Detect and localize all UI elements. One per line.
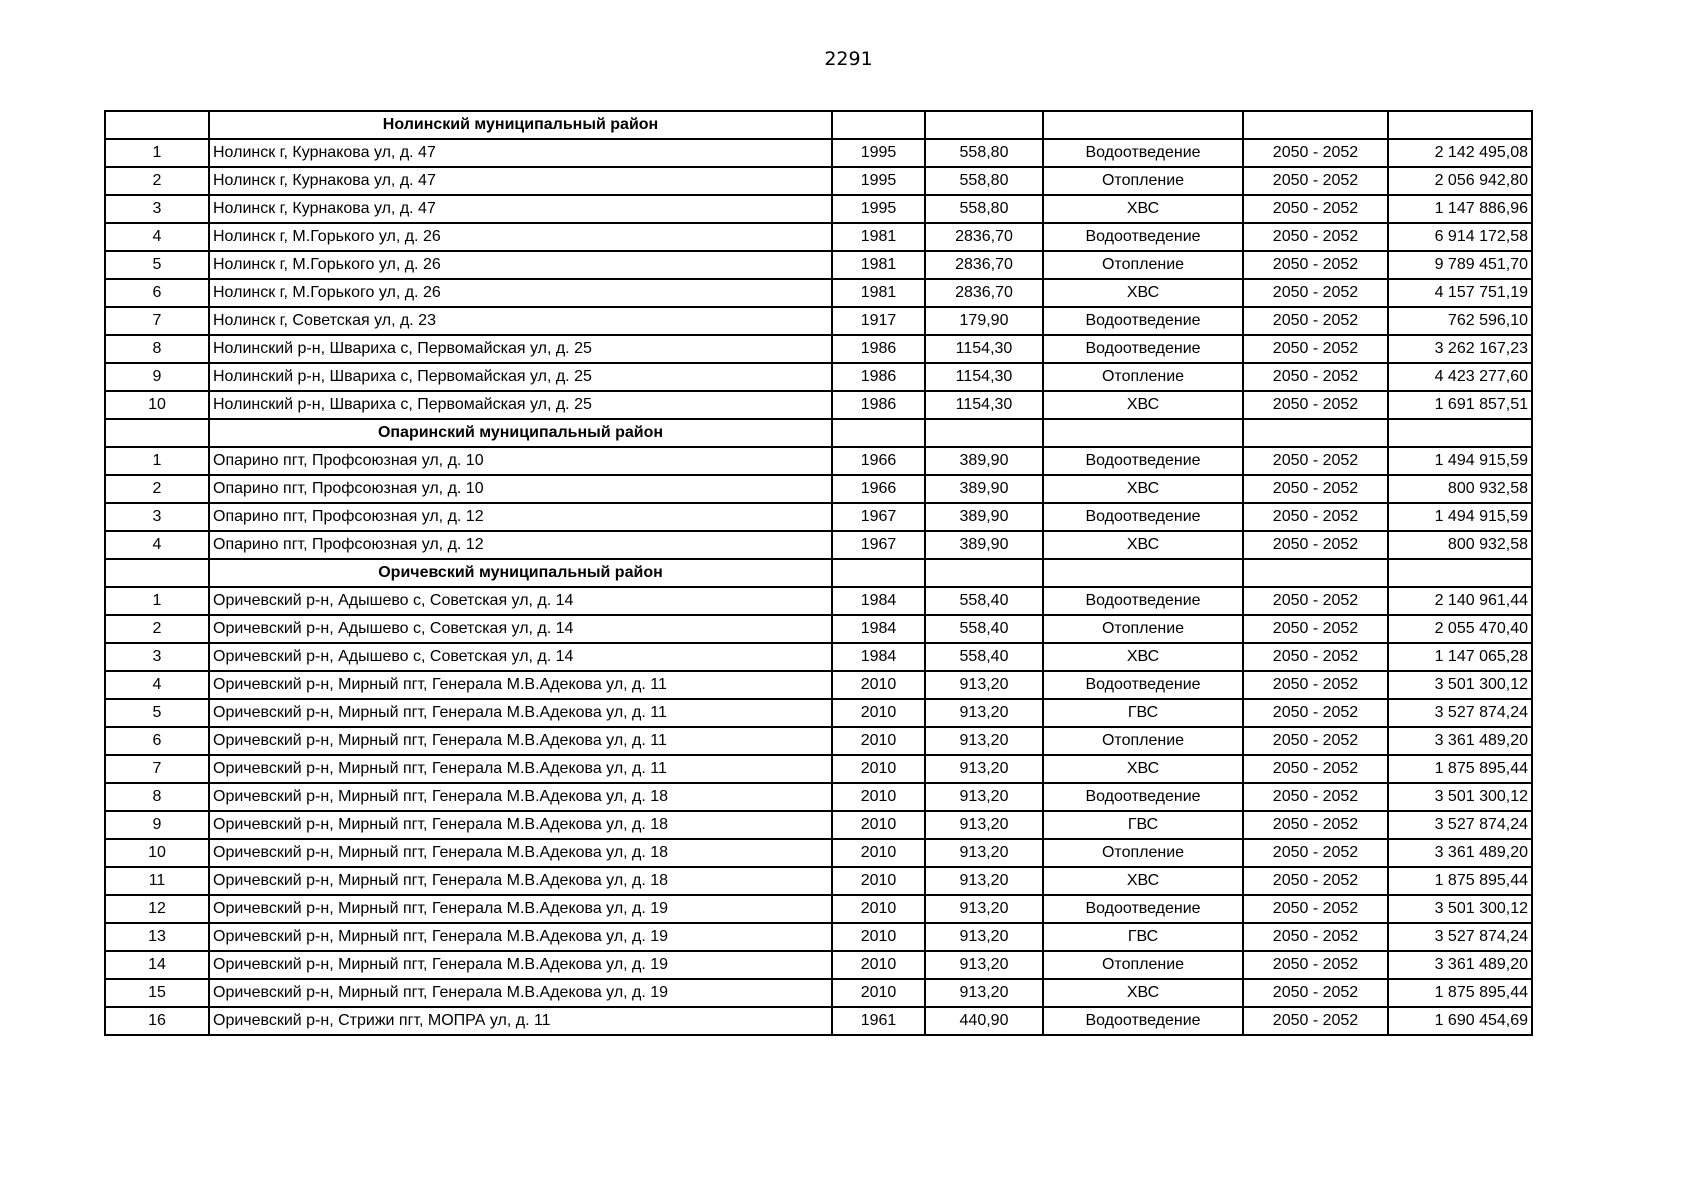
row-number: 15	[105, 979, 209, 1007]
period-cell: 2050 - 2052	[1243, 587, 1388, 615]
address-cell: Оричевский р-н, Мирный пгт, Генерала М.В.Адекова ул, д. 19	[209, 895, 832, 923]
period-cell: 2050 - 2052	[1243, 391, 1388, 419]
service-cell: Отопление	[1043, 167, 1243, 195]
cost-cell: 1 875 895,44	[1388, 755, 1532, 783]
row-number: 5	[105, 251, 209, 279]
page-number: 2291	[824, 48, 873, 70]
year-cell: 1984	[832, 643, 925, 671]
service-cell: Отопление	[1043, 951, 1243, 979]
area-cell: 913,20	[925, 923, 1043, 951]
row-number: 5	[105, 699, 209, 727]
table-row	[105, 223, 1532, 251]
year-cell: 1984	[832, 587, 925, 615]
cost-cell: 3 501 300,12	[1388, 895, 1532, 923]
empty-cell	[832, 111, 925, 139]
period-cell: 2050 - 2052	[1243, 755, 1388, 783]
address-cell: Оричевский р-н, Мирный пгт, Генерала М.В.Адекова ул, д. 19	[209, 923, 832, 951]
area-cell: 1154,30	[925, 363, 1043, 391]
empty-cell	[925, 419, 1043, 447]
cost-cell: 3 361 489,20	[1388, 727, 1532, 755]
cost-cell: 800 932,58	[1388, 475, 1532, 503]
area-cell: 1154,30	[925, 391, 1043, 419]
cost-cell: 762 596,10	[1388, 307, 1532, 335]
address-cell: Нолинск г, Курнакова ул, д. 47	[209, 167, 832, 195]
area-cell: 389,90	[925, 531, 1043, 559]
table-row	[105, 923, 1532, 951]
row-number: 11	[105, 867, 209, 895]
row-number: 8	[105, 783, 209, 811]
year-cell: 1986	[832, 335, 925, 363]
section-header-row	[105, 559, 1532, 587]
empty-cell	[1388, 559, 1532, 587]
cost-cell: 2 056 942,80	[1388, 167, 1532, 195]
year-cell: 2010	[832, 867, 925, 895]
year-cell: 1966	[832, 475, 925, 503]
table-row	[105, 167, 1532, 195]
address-cell: Нолинск г, М.Горького ул, д. 26	[209, 251, 832, 279]
empty-cell	[105, 419, 209, 447]
service-cell: ХВС	[1043, 643, 1243, 671]
area-cell: 558,80	[925, 139, 1043, 167]
period-cell: 2050 - 2052	[1243, 867, 1388, 895]
cost-cell: 1 494 915,59	[1388, 503, 1532, 531]
year-cell: 1961	[832, 1007, 925, 1035]
service-cell: Водоотведение	[1043, 587, 1243, 615]
area-cell: 913,20	[925, 699, 1043, 727]
row-number: 1	[105, 447, 209, 475]
table-row	[105, 531, 1532, 559]
empty-cell	[1043, 111, 1243, 139]
address-cell: Оричевский р-н, Стрижи пгт, МОПРА ул, д. 11	[209, 1007, 832, 1035]
empty-cell	[1043, 559, 1243, 587]
table-row	[105, 307, 1532, 335]
cost-cell: 3 501 300,12	[1388, 671, 1532, 699]
cost-cell: 1 691 857,51	[1388, 391, 1532, 419]
area-cell: 558,40	[925, 643, 1043, 671]
row-number: 10	[105, 839, 209, 867]
period-cell: 2050 - 2052	[1243, 615, 1388, 643]
cost-cell: 4 157 751,19	[1388, 279, 1532, 307]
empty-cell	[1388, 111, 1532, 139]
area-cell: 389,90	[925, 503, 1043, 531]
year-cell: 2010	[832, 811, 925, 839]
period-cell: 2050 - 2052	[1243, 811, 1388, 839]
service-cell: Водоотведение	[1043, 447, 1243, 475]
table-row	[105, 363, 1532, 391]
period-cell: 2050 - 2052	[1243, 1007, 1388, 1035]
period-cell: 2050 - 2052	[1243, 783, 1388, 811]
empty-cell	[925, 559, 1043, 587]
period-cell: 2050 - 2052	[1243, 643, 1388, 671]
period-cell: 2050 - 2052	[1243, 139, 1388, 167]
table-row	[105, 643, 1532, 671]
table-row	[105, 279, 1532, 307]
row-number: 7	[105, 755, 209, 783]
address-cell: Опарино пгт, Профсоюзная ул, д. 12	[209, 503, 832, 531]
service-cell: Водоотведение	[1043, 671, 1243, 699]
row-number: 3	[105, 643, 209, 671]
year-cell: 2010	[832, 951, 925, 979]
period-cell: 2050 - 2052	[1243, 447, 1388, 475]
table-row	[105, 895, 1532, 923]
year-cell: 1981	[832, 279, 925, 307]
row-number: 2	[105, 615, 209, 643]
register-body	[105, 111, 1532, 1035]
period-cell: 2050 - 2052	[1243, 979, 1388, 1007]
cost-cell: 3 527 874,24	[1388, 699, 1532, 727]
year-cell: 2010	[832, 755, 925, 783]
row-number: 6	[105, 727, 209, 755]
service-cell: ХВС	[1043, 279, 1243, 307]
period-cell: 2050 - 2052	[1243, 475, 1388, 503]
table-row	[105, 811, 1532, 839]
service-cell: ХВС	[1043, 475, 1243, 503]
area-cell: 440,90	[925, 1007, 1043, 1035]
period-cell: 2050 - 2052	[1243, 671, 1388, 699]
service-cell: Отопление	[1043, 727, 1243, 755]
section-title: Оричевский муниципальный район	[209, 559, 832, 587]
row-number: 2	[105, 475, 209, 503]
cost-cell: 2 055 470,40	[1388, 615, 1532, 643]
year-cell: 1986	[832, 391, 925, 419]
area-cell: 913,20	[925, 895, 1043, 923]
service-cell: ГВС	[1043, 923, 1243, 951]
area-cell: 389,90	[925, 475, 1043, 503]
row-number: 9	[105, 363, 209, 391]
period-cell: 2050 - 2052	[1243, 335, 1388, 363]
period-cell: 2050 - 2052	[1243, 503, 1388, 531]
row-number: 10	[105, 391, 209, 419]
table-row	[105, 391, 1532, 419]
period-cell: 2050 - 2052	[1243, 195, 1388, 223]
year-cell: 2010	[832, 699, 925, 727]
empty-cell	[925, 111, 1043, 139]
year-cell: 1995	[832, 195, 925, 223]
area-cell: 389,90	[925, 447, 1043, 475]
year-cell: 2010	[832, 727, 925, 755]
address-cell: Нолинск г, Курнакова ул, д. 47	[209, 139, 832, 167]
address-cell: Оричевский р-н, Мирный пгт, Генерала М.В.Адекова ул, д. 19	[209, 951, 832, 979]
year-cell: 1995	[832, 139, 925, 167]
address-cell: Нолинский р-н, Швариха с, Первомайская ул, д. 25	[209, 335, 832, 363]
area-cell: 1154,30	[925, 335, 1043, 363]
service-cell: Отопление	[1043, 615, 1243, 643]
cost-cell: 1 147 065,28	[1388, 643, 1532, 671]
area-cell: 913,20	[925, 979, 1043, 1007]
table-row	[105, 979, 1532, 1007]
table-row	[105, 475, 1532, 503]
service-cell: ХВС	[1043, 531, 1243, 559]
cost-cell: 1 875 895,44	[1388, 979, 1532, 1007]
cost-cell: 3 501 300,12	[1388, 783, 1532, 811]
repair-register-table	[104, 110, 1533, 1036]
year-cell: 1966	[832, 447, 925, 475]
year-cell: 2010	[832, 671, 925, 699]
year-cell: 1995	[832, 167, 925, 195]
cost-cell: 3 527 874,24	[1388, 811, 1532, 839]
table-row	[105, 867, 1532, 895]
address-cell: Оричевский р-н, Мирный пгт, Генерала М.В.Адекова ул, д. 11	[209, 727, 832, 755]
address-cell: Нолинск г, Советская ул, д. 23	[209, 307, 832, 335]
service-cell: ХВС	[1043, 979, 1243, 1007]
table-row	[105, 587, 1532, 615]
table-row	[105, 503, 1532, 531]
service-cell: Отопление	[1043, 363, 1243, 391]
service-cell: ХВС	[1043, 195, 1243, 223]
service-cell: Водоотведение	[1043, 223, 1243, 251]
row-number: 8	[105, 335, 209, 363]
table-row	[105, 251, 1532, 279]
table-row	[105, 727, 1532, 755]
table-row	[105, 783, 1532, 811]
row-number: 6	[105, 279, 209, 307]
section-header-row	[105, 419, 1532, 447]
table-row	[105, 335, 1532, 363]
area-cell: 913,20	[925, 839, 1043, 867]
service-cell: Водоотведение	[1043, 503, 1243, 531]
service-cell: Водоотведение	[1043, 895, 1243, 923]
address-cell: Нолинск г, Курнакова ул, д. 47	[209, 195, 832, 223]
cost-cell: 9 789 451,70	[1388, 251, 1532, 279]
address-cell: Опарино пгт, Профсоюзная ул, д. 10	[209, 475, 832, 503]
row-number: 3	[105, 195, 209, 223]
area-cell: 558,40	[925, 587, 1043, 615]
address-cell: Оричевский р-н, Мирный пгт, Генерала М.В.Адекова ул, д. 18	[209, 839, 832, 867]
area-cell: 2836,70	[925, 223, 1043, 251]
section-header-row	[105, 111, 1532, 139]
period-cell: 2050 - 2052	[1243, 727, 1388, 755]
address-cell: Оричевский р-н, Мирный пгт, Генерала М.В.Адекова ул, д. 11	[209, 671, 832, 699]
empty-cell	[1243, 419, 1388, 447]
period-cell: 2050 - 2052	[1243, 699, 1388, 727]
address-cell: Оричевский р-н, Мирный пгт, Генерала М.В.Адекова ул, д. 18	[209, 783, 832, 811]
cost-cell: 1 690 454,69	[1388, 1007, 1532, 1035]
service-cell: Водоотведение	[1043, 1007, 1243, 1035]
year-cell: 2010	[832, 923, 925, 951]
cost-cell: 4 423 277,60	[1388, 363, 1532, 391]
period-cell: 2050 - 2052	[1243, 251, 1388, 279]
area-cell: 913,20	[925, 671, 1043, 699]
period-cell: 2050 - 2052	[1243, 307, 1388, 335]
row-number: 4	[105, 671, 209, 699]
address-cell: Оричевский р-н, Мирный пгт, Генерала М.В.Адекова ул, д. 18	[209, 811, 832, 839]
service-cell: Водоотведение	[1043, 307, 1243, 335]
row-number: 1	[105, 139, 209, 167]
cost-cell: 3 262 167,23	[1388, 335, 1532, 363]
address-cell: Оричевский р-н, Мирный пгт, Генерала М.В.Адекова ул, д. 11	[209, 699, 832, 727]
period-cell: 2050 - 2052	[1243, 363, 1388, 391]
address-cell: Опарино пгт, Профсоюзная ул, д. 10	[209, 447, 832, 475]
address-cell: Оричевский р-н, Мирный пгт, Генерала М.В.Адекова ул, д. 11	[209, 755, 832, 783]
year-cell: 2010	[832, 783, 925, 811]
period-cell: 2050 - 2052	[1243, 531, 1388, 559]
service-cell: Отопление	[1043, 839, 1243, 867]
row-number: 12	[105, 895, 209, 923]
table-row	[105, 671, 1532, 699]
area-cell: 913,20	[925, 867, 1043, 895]
year-cell: 1986	[832, 363, 925, 391]
table-row	[105, 951, 1532, 979]
cost-cell: 1 494 915,59	[1388, 447, 1532, 475]
address-cell: Нолинск г, М.Горького ул, д. 26	[209, 279, 832, 307]
table-row	[105, 447, 1532, 475]
cost-cell: 6 914 172,58	[1388, 223, 1532, 251]
service-cell: ХВС	[1043, 867, 1243, 895]
empty-cell	[1243, 559, 1388, 587]
area-cell: 2836,70	[925, 279, 1043, 307]
area-cell: 558,80	[925, 195, 1043, 223]
address-cell: Оричевский р-н, Мирный пгт, Генерала М.В.Адекова ул, д. 19	[209, 979, 832, 1007]
empty-cell	[1043, 419, 1243, 447]
empty-cell	[105, 559, 209, 587]
year-cell: 1981	[832, 251, 925, 279]
address-cell: Нолинский р-н, Швариха с, Первомайская ул, д. 25	[209, 363, 832, 391]
period-cell: 2050 - 2052	[1243, 167, 1388, 195]
area-cell: 179,90	[925, 307, 1043, 335]
service-cell: Водоотведение	[1043, 139, 1243, 167]
area-cell: 558,40	[925, 615, 1043, 643]
year-cell: 2010	[832, 895, 925, 923]
service-cell: Отопление	[1043, 251, 1243, 279]
service-cell: ГВС	[1043, 811, 1243, 839]
row-number: 14	[105, 951, 209, 979]
address-cell: Опарино пгт, Профсоюзная ул, д. 12	[209, 531, 832, 559]
table-row	[105, 699, 1532, 727]
year-cell: 1984	[832, 615, 925, 643]
table-row	[105, 839, 1532, 867]
row-number: 13	[105, 923, 209, 951]
cost-cell: 3 361 489,20	[1388, 951, 1532, 979]
area-cell: 913,20	[925, 727, 1043, 755]
year-cell: 1967	[832, 531, 925, 559]
section-title: Нолинский муниципальный район	[209, 111, 832, 139]
table-row	[105, 1007, 1532, 1035]
cost-cell: 3 527 874,24	[1388, 923, 1532, 951]
empty-cell	[105, 111, 209, 139]
service-cell: ГВС	[1043, 699, 1243, 727]
year-cell: 1967	[832, 503, 925, 531]
service-cell: ХВС	[1043, 755, 1243, 783]
address-cell: Оричевский р-н, Адышево с, Советская ул, д. 14	[209, 587, 832, 615]
address-cell: Оричевский р-н, Адышево с, Советская ул, д. 14	[209, 615, 832, 643]
row-number: 3	[105, 503, 209, 531]
row-number: 1	[105, 587, 209, 615]
cost-cell: 2 142 495,08	[1388, 139, 1532, 167]
row-number: 4	[105, 223, 209, 251]
table-row	[105, 195, 1532, 223]
empty-cell	[832, 419, 925, 447]
year-cell: 1917	[832, 307, 925, 335]
area-cell: 913,20	[925, 783, 1043, 811]
section-title: Опаринский муниципальный район	[209, 419, 832, 447]
cost-cell: 800 932,58	[1388, 531, 1532, 559]
period-cell: 2050 - 2052	[1243, 923, 1388, 951]
period-cell: 2050 - 2052	[1243, 895, 1388, 923]
area-cell: 558,80	[925, 167, 1043, 195]
cost-cell: 2 140 961,44	[1388, 587, 1532, 615]
period-cell: 2050 - 2052	[1243, 839, 1388, 867]
address-cell: Оричевский р-н, Адышево с, Советская ул, д. 14	[209, 643, 832, 671]
area-cell: 2836,70	[925, 251, 1043, 279]
period-cell: 2050 - 2052	[1243, 951, 1388, 979]
period-cell: 2050 - 2052	[1243, 223, 1388, 251]
empty-cell	[832, 559, 925, 587]
period-cell: 2050 - 2052	[1243, 279, 1388, 307]
empty-cell	[1243, 111, 1388, 139]
cost-cell: 1 147 886,96	[1388, 195, 1532, 223]
table-row	[105, 755, 1532, 783]
service-cell: Водоотведение	[1043, 335, 1243, 363]
cost-cell: 3 361 489,20	[1388, 839, 1532, 867]
year-cell: 2010	[832, 979, 925, 1007]
service-cell: Водоотведение	[1043, 783, 1243, 811]
year-cell: 2010	[832, 839, 925, 867]
row-number: 7	[105, 307, 209, 335]
table-row	[105, 139, 1532, 167]
row-number: 2	[105, 167, 209, 195]
cost-cell: 1 875 895,44	[1388, 867, 1532, 895]
year-cell: 1981	[832, 223, 925, 251]
service-cell: ХВС	[1043, 391, 1243, 419]
table-row	[105, 615, 1532, 643]
address-cell: Нолинск г, М.Горького ул, д. 26	[209, 223, 832, 251]
empty-cell	[1388, 419, 1532, 447]
address-cell: Нолинский р-н, Швариха с, Первомайская ул, д. 25	[209, 391, 832, 419]
area-cell: 913,20	[925, 755, 1043, 783]
area-cell: 913,20	[925, 951, 1043, 979]
row-number: 4	[105, 531, 209, 559]
area-cell: 913,20	[925, 811, 1043, 839]
row-number: 16	[105, 1007, 209, 1035]
row-number: 9	[105, 811, 209, 839]
address-cell: Оричевский р-н, Мирный пгт, Генерала М.В.Адекова ул, д. 18	[209, 867, 832, 895]
